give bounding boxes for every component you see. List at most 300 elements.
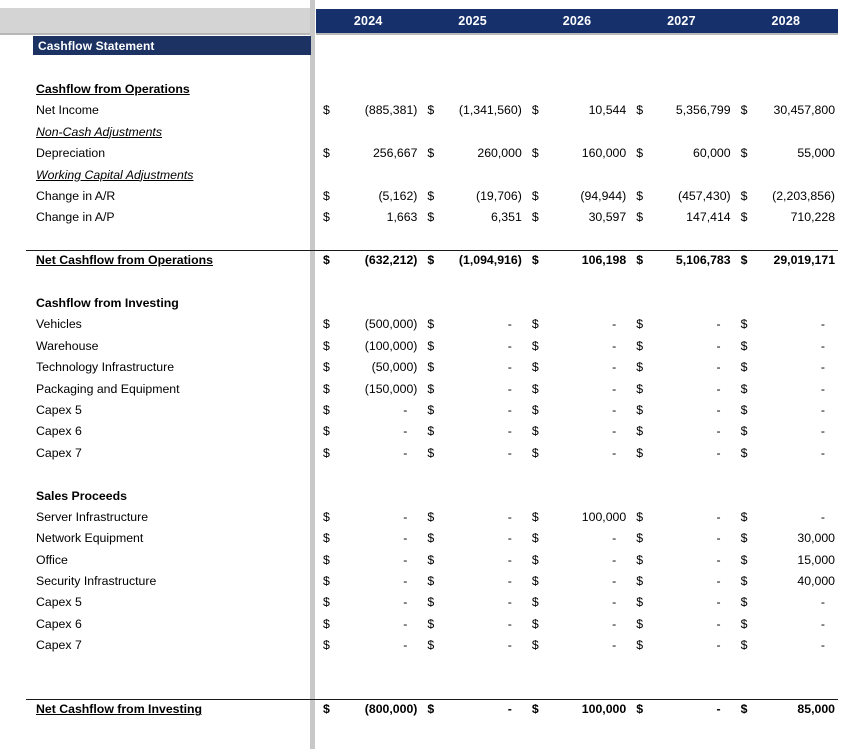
cell-2025 bbox=[420, 506, 524, 527]
cell-2027 bbox=[629, 378, 733, 399]
currency-symbol: $ bbox=[323, 338, 330, 353]
cell-value: (500,000) bbox=[364, 317, 418, 332]
cell-2026 bbox=[525, 335, 629, 356]
currency-symbol: $ bbox=[427, 103, 435, 118]
row-label: Vehicles bbox=[36, 317, 82, 332]
table-row bbox=[0, 100, 850, 121]
row-cells bbox=[316, 635, 838, 656]
cell-2024 bbox=[316, 356, 420, 377]
cell-value: - bbox=[403, 616, 408, 631]
cell-2026 bbox=[525, 314, 629, 335]
year-header-2025: 2025 bbox=[458, 14, 487, 28]
currency-symbol: $ bbox=[740, 253, 748, 268]
cell-value: - bbox=[612, 402, 617, 417]
cell-2028 bbox=[734, 399, 838, 420]
cell-2027 bbox=[629, 549, 733, 570]
cell-value: - bbox=[612, 574, 617, 589]
table-row bbox=[0, 121, 850, 142]
currency-symbol: $ bbox=[740, 317, 748, 332]
currency-symbol: $ bbox=[427, 445, 435, 460]
cell-value: (100,000) bbox=[364, 338, 418, 353]
row-cells bbox=[316, 570, 838, 591]
cell-2026 bbox=[525, 143, 629, 164]
cell-2024 bbox=[316, 314, 420, 335]
currency-symbol: $ bbox=[323, 552, 330, 567]
table-row bbox=[0, 314, 850, 335]
row-label: Network Equipment bbox=[36, 531, 144, 546]
cell-2027 bbox=[629, 335, 733, 356]
row-cells bbox=[316, 592, 838, 613]
cell-value: - bbox=[716, 381, 721, 396]
cell-2027 bbox=[629, 314, 733, 335]
cell-2026 bbox=[525, 592, 629, 613]
currency-symbol: $ bbox=[740, 574, 748, 589]
table-row bbox=[0, 549, 850, 570]
row-label: Change in A/R bbox=[36, 189, 116, 204]
cell-value: - bbox=[403, 402, 408, 417]
currency-symbol: $ bbox=[427, 424, 435, 439]
currency-symbol: $ bbox=[427, 381, 435, 396]
row-label: Capex 7 bbox=[36, 638, 82, 653]
row-label: Change in A/P bbox=[36, 210, 115, 225]
cell-value: - bbox=[820, 402, 826, 417]
currency-symbol: $ bbox=[740, 103, 748, 118]
currency-symbol: $ bbox=[531, 317, 539, 332]
cell-value: (94,944) bbox=[580, 189, 627, 204]
currency-symbol: $ bbox=[323, 402, 330, 417]
row-cells bbox=[316, 356, 838, 377]
cell-2025 bbox=[420, 143, 524, 164]
year-header-row bbox=[316, 9, 838, 33]
cell-value: - bbox=[716, 402, 721, 417]
cell-2027 bbox=[629, 100, 733, 121]
currency-symbol: $ bbox=[323, 702, 330, 717]
currency-symbol: $ bbox=[323, 253, 330, 268]
row-cells bbox=[316, 207, 838, 228]
cell-value: - bbox=[716, 338, 721, 353]
currency-symbol: $ bbox=[636, 381, 644, 396]
currency-symbol: $ bbox=[636, 253, 644, 268]
cell-value: (2,203,856) bbox=[772, 189, 836, 204]
table-row bbox=[0, 399, 850, 420]
cell-value: - bbox=[612, 445, 617, 460]
row-cells bbox=[316, 100, 838, 121]
cell-2027 bbox=[629, 399, 733, 420]
currency-symbol: $ bbox=[636, 509, 644, 524]
table-row bbox=[0, 592, 850, 613]
currency-symbol: $ bbox=[636, 146, 644, 161]
cell-2026 bbox=[525, 570, 629, 591]
cell-2026 bbox=[525, 613, 629, 634]
cell-value: - bbox=[507, 531, 512, 546]
cell-2028 bbox=[734, 528, 838, 549]
currency-symbol: $ bbox=[531, 103, 539, 118]
cell-value: - bbox=[716, 552, 721, 567]
currency-symbol: $ bbox=[636, 531, 644, 546]
cell-2026 bbox=[525, 100, 629, 121]
cell-2027 bbox=[629, 528, 733, 549]
table-row bbox=[0, 292, 850, 313]
row-label: Cashflow from Operations bbox=[36, 82, 190, 97]
row-label: Warehouse bbox=[36, 338, 99, 353]
cell-value: - bbox=[507, 595, 512, 610]
table-row bbox=[0, 485, 850, 506]
cell-value: - bbox=[820, 338, 826, 353]
cell-value: - bbox=[403, 574, 408, 589]
cell-value: 256,667 bbox=[372, 146, 418, 161]
cell-value: 40,000 bbox=[797, 574, 836, 589]
cell-2028 bbox=[734, 442, 838, 463]
currency-symbol: $ bbox=[740, 552, 748, 567]
cell-value: - bbox=[820, 509, 826, 524]
currency-symbol: $ bbox=[531, 338, 539, 353]
cell-2026 bbox=[525, 528, 629, 549]
cell-value: 60,000 bbox=[693, 146, 731, 161]
cell-value: - bbox=[716, 509, 721, 524]
spacer-row bbox=[0, 463, 850, 484]
currency-symbol: $ bbox=[531, 402, 539, 417]
cell-2024 bbox=[316, 592, 420, 613]
cell-2025 bbox=[420, 528, 524, 549]
currency-symbol: $ bbox=[531, 253, 539, 268]
currency-symbol: $ bbox=[323, 616, 330, 631]
currency-symbol: $ bbox=[427, 616, 435, 631]
currency-symbol: $ bbox=[323, 103, 330, 118]
currency-symbol: $ bbox=[427, 189, 435, 204]
row-label: Net Income bbox=[36, 103, 99, 118]
currency-symbol: $ bbox=[427, 360, 435, 375]
row-label: Capex 6 bbox=[36, 424, 82, 439]
cell-value: - bbox=[716, 595, 721, 610]
cell-2026 bbox=[525, 207, 629, 228]
currency-symbol: $ bbox=[636, 402, 644, 417]
cell-value: - bbox=[612, 317, 617, 332]
row-label: Technology Infrastructure bbox=[36, 360, 175, 375]
cell-2024 bbox=[316, 699, 420, 720]
row-cells bbox=[316, 613, 838, 634]
cell-2024 bbox=[316, 635, 420, 656]
row-label: Depreciation bbox=[36, 146, 106, 161]
currency-symbol: $ bbox=[636, 210, 644, 225]
cell-value: - bbox=[716, 360, 721, 375]
cell-2027 bbox=[629, 250, 733, 271]
cell-2025 bbox=[420, 699, 524, 720]
cell-2026 bbox=[525, 399, 629, 420]
row-label: Capex 5 bbox=[36, 402, 82, 417]
cell-2028 bbox=[734, 335, 838, 356]
row-label: Cashflow from Investing bbox=[36, 295, 179, 310]
table-row bbox=[0, 570, 850, 591]
cell-value: 30,000 bbox=[797, 531, 836, 546]
cell-2025 bbox=[420, 356, 524, 377]
cell-value: (457,430) bbox=[677, 189, 731, 204]
cell-value: - bbox=[403, 445, 408, 460]
cell-2026 bbox=[525, 185, 629, 206]
cell-2026 bbox=[525, 378, 629, 399]
spacer-row bbox=[0, 656, 850, 677]
currency-symbol: $ bbox=[636, 103, 644, 118]
currency-symbol: $ bbox=[740, 146, 748, 161]
spacer-row bbox=[0, 228, 850, 249]
cell-2024 bbox=[316, 570, 420, 591]
cell-value: - bbox=[820, 424, 826, 439]
cell-2027 bbox=[629, 442, 733, 463]
cell-2027 bbox=[629, 699, 733, 720]
cell-2027 bbox=[629, 592, 733, 613]
cell-2024 bbox=[316, 143, 420, 164]
cell-2025 bbox=[420, 100, 524, 121]
cell-value: - bbox=[820, 317, 826, 332]
cell-value: - bbox=[612, 638, 617, 653]
cell-value: 5,356,799 bbox=[675, 103, 731, 118]
currency-symbol: $ bbox=[636, 424, 644, 439]
cell-value: 15,000 bbox=[797, 552, 836, 567]
table-row bbox=[0, 378, 850, 399]
row-cells bbox=[316, 314, 838, 335]
currency-symbol: $ bbox=[636, 445, 644, 460]
cell-2028 bbox=[734, 699, 838, 720]
currency-symbol: $ bbox=[740, 424, 748, 439]
currency-symbol: $ bbox=[740, 509, 748, 524]
currency-symbol: $ bbox=[323, 638, 330, 653]
cell-2028 bbox=[734, 506, 838, 527]
currency-symbol: $ bbox=[323, 509, 330, 524]
year-header-underline bbox=[316, 33, 838, 35]
cell-value: - bbox=[507, 317, 512, 332]
cell-value: - bbox=[716, 317, 721, 332]
cell-2028 bbox=[734, 570, 838, 591]
cell-value: - bbox=[507, 402, 512, 417]
cell-2027 bbox=[629, 185, 733, 206]
currency-symbol: $ bbox=[636, 595, 644, 610]
cell-2025 bbox=[420, 185, 524, 206]
currency-symbol: $ bbox=[427, 317, 435, 332]
currency-symbol: $ bbox=[740, 638, 748, 653]
cell-2026 bbox=[525, 421, 629, 442]
cell-2028 bbox=[734, 100, 838, 121]
cell-value: - bbox=[403, 552, 408, 567]
cell-value: (1,341,560) bbox=[458, 103, 522, 118]
cell-value: - bbox=[403, 509, 408, 524]
year-header-2028: 2028 bbox=[771, 14, 801, 28]
cell-2025 bbox=[420, 570, 524, 591]
cell-value: (5,162) bbox=[378, 189, 418, 204]
row-cells bbox=[316, 528, 838, 549]
currency-symbol: $ bbox=[636, 189, 644, 204]
corner-strip bbox=[0, 8, 311, 33]
currency-symbol: $ bbox=[427, 253, 435, 268]
cell-value: - bbox=[507, 552, 512, 567]
cell-value: - bbox=[403, 595, 408, 610]
cell-value: (885,381) bbox=[364, 103, 418, 118]
currency-symbol: $ bbox=[636, 360, 644, 375]
currency-symbol: $ bbox=[427, 338, 435, 353]
cell-2026 bbox=[525, 549, 629, 570]
row-label: Server Infrastructure bbox=[36, 509, 149, 524]
currency-symbol: $ bbox=[323, 574, 330, 589]
cell-value: - bbox=[612, 381, 617, 396]
currency-symbol: $ bbox=[740, 445, 748, 460]
row-cells bbox=[316, 549, 838, 570]
currency-symbol: $ bbox=[427, 402, 435, 417]
table-row bbox=[0, 442, 850, 463]
cell-2028 bbox=[734, 250, 838, 271]
cell-2027 bbox=[629, 143, 733, 164]
cell-2025 bbox=[420, 378, 524, 399]
currency-symbol: $ bbox=[636, 574, 644, 589]
currency-symbol: $ bbox=[636, 616, 644, 631]
cell-2024 bbox=[316, 185, 420, 206]
table-row bbox=[0, 335, 850, 356]
cell-value: 55,000 bbox=[797, 146, 836, 161]
currency-symbol: $ bbox=[427, 595, 435, 610]
cell-2024 bbox=[316, 442, 420, 463]
cell-2027 bbox=[629, 356, 733, 377]
cell-value: - bbox=[507, 616, 512, 631]
cell-2026 bbox=[525, 356, 629, 377]
row-label: Capex 5 bbox=[36, 595, 82, 610]
currency-symbol: $ bbox=[427, 702, 435, 717]
row-cells bbox=[316, 399, 838, 420]
cell-2026 bbox=[525, 250, 629, 271]
table-row bbox=[0, 506, 850, 527]
cell-2024 bbox=[316, 528, 420, 549]
cell-2028 bbox=[734, 549, 838, 570]
cell-value: (632,212) bbox=[364, 253, 418, 268]
currency-symbol: $ bbox=[323, 531, 330, 546]
cell-value: 85,000 bbox=[797, 702, 836, 717]
cell-value: - bbox=[820, 360, 826, 375]
row-cells bbox=[316, 185, 838, 206]
currency-symbol: $ bbox=[531, 146, 539, 161]
cell-value: - bbox=[820, 595, 826, 610]
currency-symbol: $ bbox=[323, 189, 330, 204]
cell-value: 1,663 bbox=[386, 210, 418, 225]
row-label: Sales Proceeds bbox=[36, 488, 127, 503]
cell-value: - bbox=[716, 574, 721, 589]
currency-symbol: $ bbox=[740, 595, 748, 610]
cell-2028 bbox=[734, 592, 838, 613]
table-row bbox=[0, 185, 850, 206]
cell-value: - bbox=[716, 424, 721, 439]
currency-symbol: $ bbox=[636, 317, 644, 332]
cell-2025 bbox=[420, 421, 524, 442]
table-row bbox=[0, 356, 850, 377]
cell-value: - bbox=[716, 531, 721, 546]
cell-2024 bbox=[316, 399, 420, 420]
cell-2024 bbox=[316, 100, 420, 121]
table-row bbox=[0, 78, 850, 99]
row-cells bbox=[316, 421, 838, 442]
currency-symbol: $ bbox=[531, 531, 539, 546]
cell-2024 bbox=[316, 421, 420, 442]
table-row bbox=[0, 207, 850, 228]
statement-title: Cashflow Statement bbox=[33, 36, 311, 55]
currency-symbol: $ bbox=[531, 381, 539, 396]
cell-2025 bbox=[420, 207, 524, 228]
currency-symbol: $ bbox=[323, 445, 330, 460]
table-row bbox=[0, 143, 850, 164]
cell-value: - bbox=[612, 616, 617, 631]
corner-rule bbox=[0, 33, 311, 35]
spacer-row bbox=[0, 57, 850, 78]
cell-value: 100,000 bbox=[581, 509, 627, 524]
cell-value: - bbox=[403, 424, 408, 439]
currency-symbol: $ bbox=[740, 210, 748, 225]
cell-2026 bbox=[525, 699, 629, 720]
currency-symbol: $ bbox=[531, 595, 539, 610]
cell-2025 bbox=[420, 549, 524, 570]
cell-value: (150,000) bbox=[364, 381, 418, 396]
cell-value: 260,000 bbox=[477, 146, 522, 161]
table-row bbox=[0, 250, 850, 271]
currency-symbol: $ bbox=[531, 552, 539, 567]
currency-symbol: $ bbox=[323, 317, 330, 332]
cell-value: 147,414 bbox=[686, 210, 731, 225]
row-label: Office bbox=[36, 552, 68, 567]
row-cells bbox=[316, 442, 838, 463]
cell-value: 6,351 bbox=[491, 210, 522, 225]
row-cells bbox=[316, 143, 838, 164]
cell-2026 bbox=[525, 635, 629, 656]
cell-value: - bbox=[403, 638, 408, 653]
cell-value: - bbox=[507, 574, 512, 589]
cell-2028 bbox=[734, 314, 838, 335]
cell-value: - bbox=[820, 381, 826, 396]
currency-symbol: $ bbox=[636, 638, 644, 653]
cell-2024 bbox=[316, 549, 420, 570]
currency-symbol: $ bbox=[427, 509, 435, 524]
cell-2027 bbox=[629, 613, 733, 634]
year-header-2026: 2026 bbox=[562, 14, 592, 28]
table-row bbox=[0, 613, 850, 634]
row-cells bbox=[316, 250, 838, 271]
cell-value: - bbox=[612, 338, 617, 353]
currency-symbol: $ bbox=[740, 360, 748, 375]
currency-symbol: $ bbox=[740, 616, 748, 631]
currency-symbol: $ bbox=[427, 210, 435, 225]
currency-symbol: $ bbox=[636, 338, 644, 353]
cell-value: (50,000) bbox=[371, 360, 418, 375]
currency-symbol: $ bbox=[636, 552, 644, 567]
cell-value: 5,106,783 bbox=[675, 253, 731, 268]
currency-symbol: $ bbox=[427, 531, 435, 546]
row-label: Security Infrastructure bbox=[36, 574, 157, 589]
statement-rows bbox=[0, 57, 850, 720]
cell-value: - bbox=[612, 360, 617, 375]
row-label: Non-Cash Adjustments bbox=[36, 124, 162, 139]
cell-2027 bbox=[629, 506, 733, 527]
cell-value: - bbox=[612, 424, 617, 439]
currency-symbol: $ bbox=[531, 189, 539, 204]
currency-symbol: $ bbox=[531, 616, 539, 631]
cell-2026 bbox=[525, 506, 629, 527]
cell-2027 bbox=[629, 635, 733, 656]
row-cells bbox=[316, 378, 838, 399]
currency-symbol: $ bbox=[740, 531, 748, 546]
cell-2026 bbox=[525, 442, 629, 463]
row-label: Packaging and Equipment bbox=[36, 381, 180, 396]
row-label: Net Cashflow from Investing bbox=[36, 702, 203, 717]
cell-value: 710,228 bbox=[790, 210, 836, 225]
table-row bbox=[0, 528, 850, 549]
cell-2024 bbox=[316, 207, 420, 228]
row-label: Capex 7 bbox=[36, 445, 82, 460]
cell-2027 bbox=[629, 207, 733, 228]
currency-symbol: $ bbox=[323, 424, 330, 439]
cell-value: 10,544 bbox=[588, 103, 627, 118]
cell-value: 100,000 bbox=[581, 702, 627, 717]
